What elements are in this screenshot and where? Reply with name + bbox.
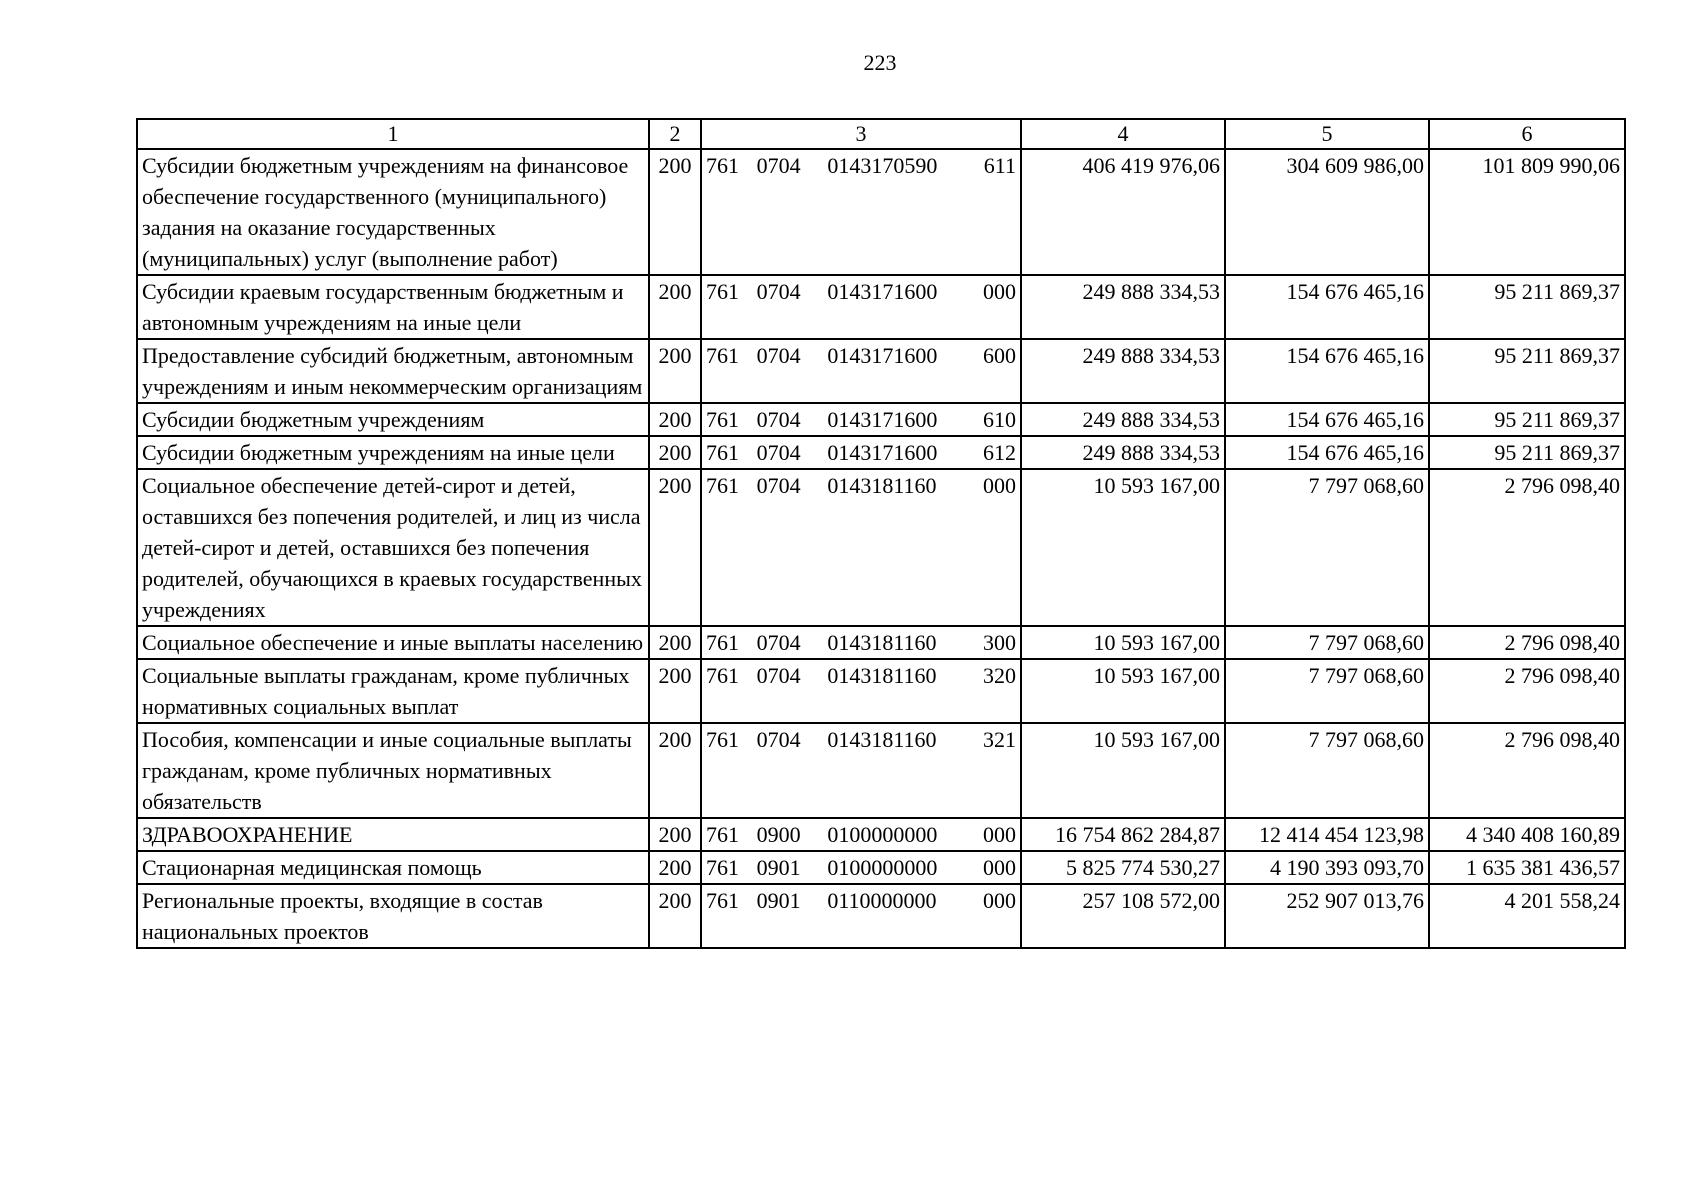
row-code: 200 — [649, 275, 701, 339]
table-row — [137, 339, 1625, 403]
row-expense-type-code: 000 — [982, 855, 1016, 880]
row-code: 200 — [649, 723, 701, 818]
row-section-code: 0704 — [756, 440, 801, 465]
row-section-code: 0704 — [756, 279, 801, 304]
row-section-code: 0901 — [756, 855, 801, 880]
row-target-code: 0143170590 — [827, 153, 938, 178]
row-target-code: 0143181160 — [827, 663, 937, 688]
row-classification — [701, 626, 1021, 659]
row-target-code: 0143171600 — [827, 440, 938, 465]
row-code: 200 — [649, 818, 701, 851]
table-row — [137, 469, 1625, 626]
row-expense-type-code: 300 — [982, 630, 1016, 655]
row-grbs-code: 761 — [706, 279, 739, 304]
row-value-5: 7 797 068,60 — [1225, 469, 1429, 626]
column-header: 4 — [1021, 119, 1225, 149]
row-target-code: 0143171600 — [827, 407, 938, 432]
row-grbs-code: 761 — [706, 153, 739, 178]
row-value-5: 154 676 465,16 — [1225, 275, 1429, 339]
row-value-5: 7 797 068,60 — [1225, 626, 1429, 659]
row-name: ЗДРАВООХРАНЕНИЕ — [137, 818, 649, 851]
row-classification — [701, 469, 1021, 626]
row-section-code: 0704 — [756, 630, 801, 655]
table-row — [137, 275, 1625, 339]
table-row — [137, 436, 1625, 469]
row-value-4: 249 888 334,53 — [1021, 403, 1225, 436]
row-code: 200 — [649, 469, 701, 626]
row-value-6: 2 796 098,40 — [1429, 626, 1625, 659]
row-value-6: 95 211 869,37 — [1429, 275, 1625, 339]
row-value-4: 5 825 774 530,27 — [1021, 851, 1225, 884]
column-header: 2 — [649, 119, 701, 149]
table-row — [137, 659, 1625, 723]
row-value-4: 257 108 572,00 — [1021, 884, 1225, 948]
row-name: Пособия, компенсации и иные социальные выплаты гражданам, кроме публичных нормативных обязательств — [137, 723, 649, 818]
row-name: Предоставление субсидий бюджетным, автономным учреждениям и иным некоммерческим организациям — [137, 339, 649, 403]
row-name: Региональные проекты, входящие в состав национальных проектов — [137, 884, 649, 948]
row-expense-type-code: 321 — [982, 727, 1016, 752]
row-expense-type-code: 611 — [983, 153, 1016, 178]
row-value-4: 10 593 167,00 — [1021, 659, 1225, 723]
row-section-code: 0901 — [756, 888, 801, 913]
table-row — [137, 851, 1625, 884]
row-value-5: 304 609 986,00 — [1225, 149, 1429, 275]
column-header: 1 — [137, 119, 649, 149]
row-value-4: 249 888 334,53 — [1021, 275, 1225, 339]
row-section-code: 0704 — [756, 153, 801, 178]
page-number: 223 — [863, 50, 897, 75]
budget-table — [136, 118, 1626, 949]
row-grbs-code: 761 — [706, 440, 739, 465]
row-code: 200 — [649, 851, 701, 884]
row-grbs-code: 761 — [706, 630, 739, 655]
row-target-code: 0143181160 — [827, 727, 937, 752]
row-value-6: 95 211 869,37 — [1429, 403, 1625, 436]
column-header: 5 — [1225, 119, 1429, 149]
row-expense-type-code: 000 — [982, 888, 1016, 913]
row-target-code: 0100000000 — [827, 855, 938, 880]
row-target-code: 0143171600 — [827, 279, 938, 304]
row-value-4: 406 419 976,06 — [1021, 149, 1225, 275]
row-grbs-code: 761 — [706, 822, 739, 847]
row-value-5: 154 676 465,16 — [1225, 403, 1429, 436]
row-target-code: 0143171600 — [827, 343, 938, 368]
row-section-code: 0704 — [756, 343, 801, 368]
row-classification — [701, 884, 1021, 948]
row-classification — [701, 403, 1021, 436]
row-grbs-code: 761 — [706, 888, 739, 913]
row-grbs-code: 761 — [706, 343, 739, 368]
row-value-5: 12 414 454 123,98 — [1225, 818, 1429, 851]
row-grbs-code: 761 — [706, 407, 739, 432]
row-value-6: 95 211 869,37 — [1429, 339, 1625, 403]
row-name: Социальные выплаты гражданам, кроме публичных нормативных социальных выплат — [137, 659, 649, 723]
row-code: 200 — [649, 884, 701, 948]
row-code: 200 — [649, 339, 701, 403]
row-value-6: 2 796 098,40 — [1429, 723, 1625, 818]
row-value-6: 95 211 869,37 — [1429, 436, 1625, 469]
row-value-5: 7 797 068,60 — [1225, 723, 1429, 818]
row-expense-type-code: 610 — [982, 407, 1016, 432]
row-classification — [701, 723, 1021, 818]
row-section-code: 0704 — [756, 727, 801, 752]
table-body — [137, 149, 1625, 948]
row-value-6: 1 635 381 436,57 — [1429, 851, 1625, 884]
row-value-4: 10 593 167,00 — [1021, 469, 1225, 626]
row-value-4: 10 593 167,00 — [1021, 723, 1225, 818]
row-section-code: 0704 — [756, 473, 801, 498]
row-name: Субсидии бюджетным учреждениям на финансовое обеспечение государственного (муниципального) задания на оказание государственных (муниципальных) услуг (выполнение работ) — [137, 149, 649, 275]
row-name: Социальное обеспечение детей-сирот и детей, оставшихся без попечения родителей, и лиц из числа детей-сирот и детей, оставшихся без попечения родителей, обучающихся в краевых государственных учреждениях — [137, 469, 649, 626]
table-row — [137, 723, 1625, 818]
table-row — [137, 403, 1625, 436]
row-grbs-code: 761 — [706, 663, 739, 688]
row-value-6: 101 809 990,06 — [1429, 149, 1625, 275]
row-expense-type-code: 000 — [982, 279, 1016, 304]
row-name: Стационарная медицинская помощь — [137, 851, 649, 884]
row-expense-type-code: 600 — [982, 343, 1016, 368]
row-value-4: 16 754 862 284,87 — [1021, 818, 1225, 851]
row-classification — [701, 436, 1021, 469]
row-name: Социальное обеспечение и иные выплаты населению — [137, 626, 649, 659]
row-target-code: 0110000000 — [827, 888, 937, 913]
row-value-4: 10 593 167,00 — [1021, 626, 1225, 659]
row-name: Субсидии бюджетным учреждениям — [137, 403, 649, 436]
row-value-6: 2 796 098,40 — [1429, 469, 1625, 626]
row-grbs-code: 761 — [706, 473, 739, 498]
row-code: 200 — [649, 659, 701, 723]
row-code: 200 — [649, 626, 701, 659]
row-value-5: 154 676 465,16 — [1225, 436, 1429, 469]
row-section-code: 0704 — [756, 663, 801, 688]
row-code: 200 — [649, 436, 701, 469]
row-expense-type-code: 000 — [982, 822, 1016, 847]
row-expense-type-code: 000 — [982, 473, 1016, 498]
row-value-5: 154 676 465,16 — [1225, 339, 1429, 403]
row-code: 200 — [649, 149, 701, 275]
column-header: 6 — [1429, 119, 1625, 149]
row-classification — [701, 659, 1021, 723]
row-classification — [701, 275, 1021, 339]
row-classification — [701, 851, 1021, 884]
row-value-5: 4 190 393 093,70 — [1225, 851, 1429, 884]
row-classification — [701, 149, 1021, 275]
row-value-5: 252 907 013,76 — [1225, 884, 1429, 948]
row-code: 200 — [649, 403, 701, 436]
row-expense-type-code: 612 — [982, 440, 1016, 465]
row-value-6: 4 201 558,24 — [1429, 884, 1625, 948]
header-row — [137, 119, 1625, 149]
row-expense-type-code: 320 — [982, 663, 1016, 688]
row-value-5: 7 797 068,60 — [1225, 659, 1429, 723]
row-section-code: 0704 — [756, 407, 801, 432]
row-grbs-code: 761 — [706, 727, 739, 752]
row-section-code: 0900 — [756, 822, 801, 847]
row-target-code: 0143181160 — [827, 630, 937, 655]
row-grbs-code: 761 — [706, 855, 739, 880]
table-row — [137, 884, 1625, 948]
row-value-6: 2 796 098,40 — [1429, 659, 1625, 723]
row-name: Субсидии краевым государственным бюджетным и автономным учреждениям на иные цели — [137, 275, 649, 339]
row-classification — [701, 339, 1021, 403]
row-target-code: 0100000000 — [827, 822, 938, 847]
row-target-code: 0143181160 — [827, 473, 937, 498]
table-row — [137, 818, 1625, 851]
column-header: 3 — [701, 119, 1021, 149]
row-value-4: 249 888 334,53 — [1021, 339, 1225, 403]
row-value-4: 249 888 334,53 — [1021, 436, 1225, 469]
row-name: Субсидии бюджетным учреждениям на иные цели — [137, 436, 649, 469]
table-row — [137, 149, 1625, 275]
row-classification — [701, 818, 1021, 851]
row-value-6: 4 340 408 160,89 — [1429, 818, 1625, 851]
table-row — [137, 626, 1625, 659]
